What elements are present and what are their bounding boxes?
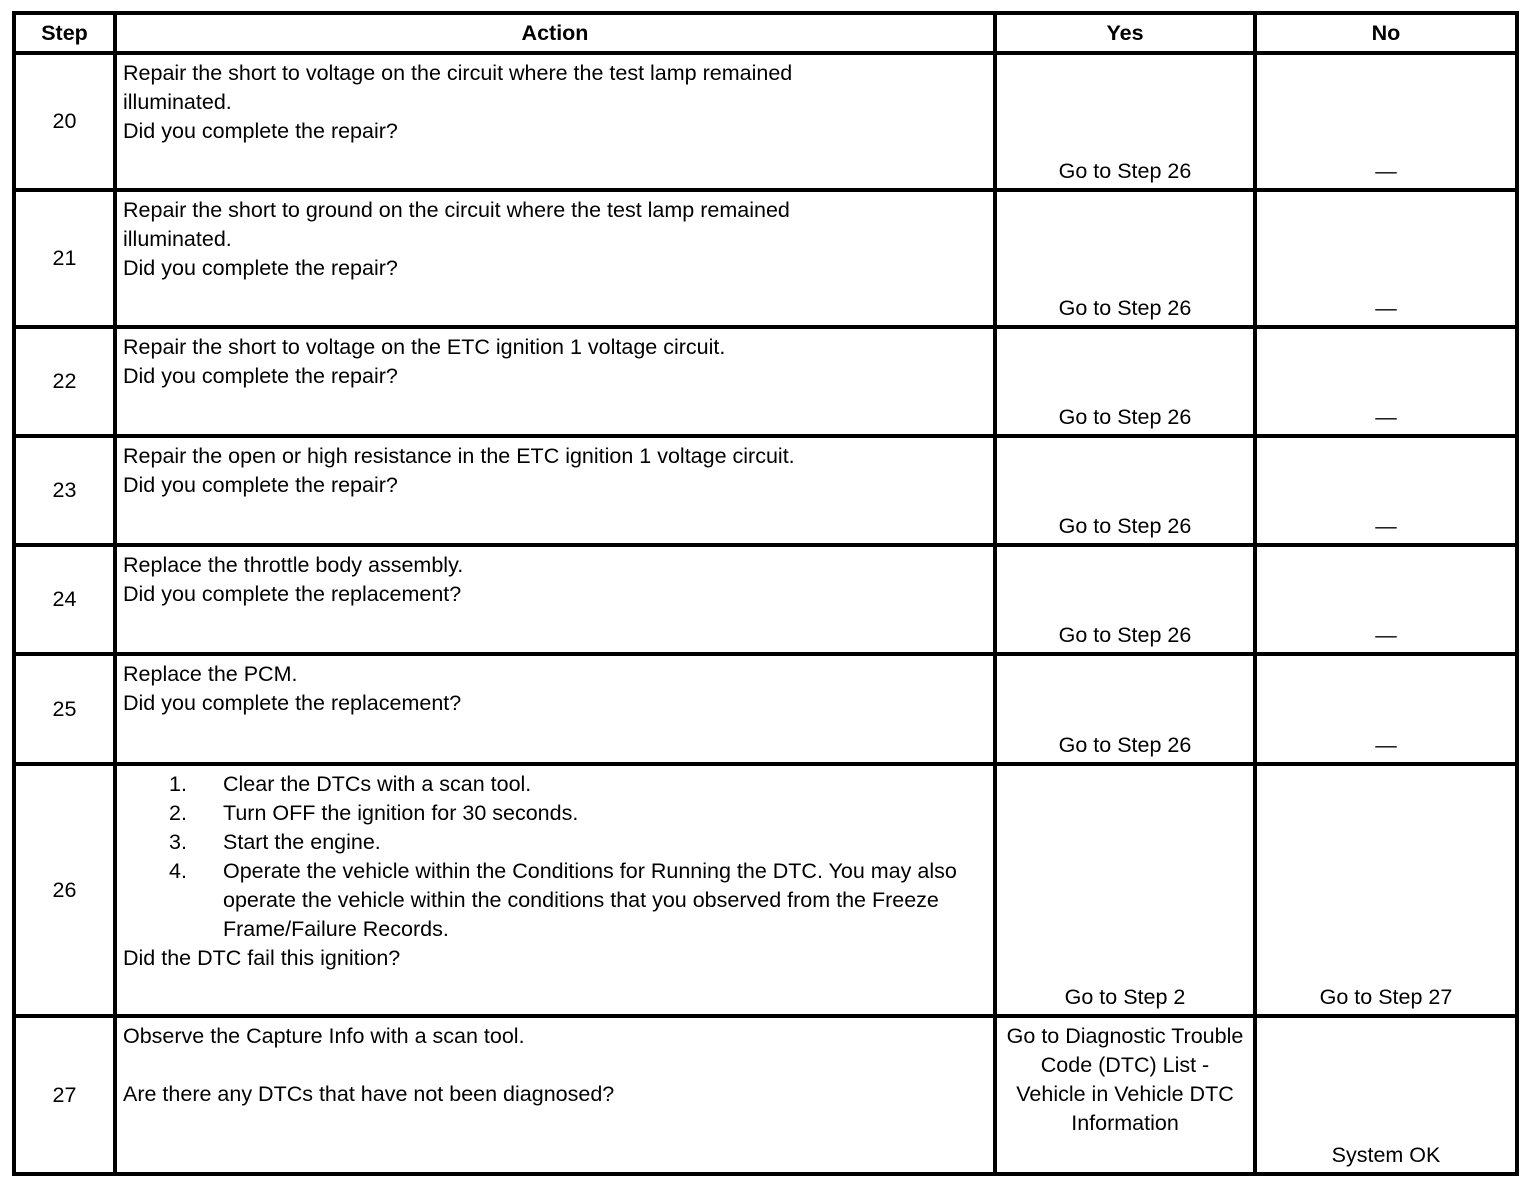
action-cell: [115, 654, 995, 764]
action-text: Repair the short to voltage on the ETC ignition 1 voltage circuit.: [123, 335, 726, 359]
yes-cell: Go to Step 26: [995, 53, 1255, 190]
action-text: Repair the open or high resistance in the ETC ignition 1 voltage circuit.: [123, 444, 795, 468]
action-question: Did you complete the repair?: [123, 364, 398, 388]
no-cell: Go to Step 27: [1255, 764, 1517, 1016]
list-text: Turn OFF the ignition for 30 seconds.: [223, 801, 579, 825]
step-number: 24: [14, 545, 115, 654]
action-question: Did the DTC fail this ignition?: [123, 946, 401, 970]
list-number: 4.: [169, 859, 187, 883]
action-cell: [115, 764, 995, 1016]
yes-cell: Go to Step 26: [995, 436, 1255, 545]
action-cell: [115, 327, 995, 436]
step-number: 25: [14, 654, 115, 764]
table-row: [14, 1016, 1517, 1174]
step-number: 20: [14, 53, 115, 190]
table-row: [14, 764, 1517, 1016]
action-cell: [115, 53, 995, 190]
header-yes: Yes: [995, 13, 1255, 53]
action-cell: [115, 545, 995, 654]
table-row: [14, 436, 1517, 545]
list-number: 3.: [169, 830, 187, 854]
step-number: 21: [14, 190, 115, 327]
list-number: 1.: [169, 772, 187, 796]
no-cell: —: [1255, 53, 1517, 190]
action-question: Did you complete the repair?: [123, 119, 398, 143]
table-row: [14, 545, 1517, 654]
header-row: [14, 13, 1517, 53]
no-cell: —: [1255, 190, 1517, 327]
dtc-list-link-text: Go to Diagnostic Trouble Code (DTC) List - Vehicle in Vehicle DTC Information: [1006, 1024, 1244, 1135]
table-row: [14, 53, 1517, 190]
no-cell: System OK: [1255, 1016, 1517, 1174]
header-no: No: [1255, 13, 1517, 53]
list-number: 2.: [169, 801, 187, 825]
action-question: Did you complete the replacement?: [123, 582, 462, 606]
step-number: 23: [14, 436, 115, 545]
action-question: Did you complete the repair?: [123, 473, 398, 497]
list-item: [123, 770, 987, 799]
no-cell: —: [1255, 436, 1517, 545]
action-question: Are there any DTCs that have not been diagnosed?: [123, 1082, 615, 1106]
diagnostic-steps-table: [12, 11, 1519, 1176]
action-question: Did you complete the repair?: [123, 256, 398, 280]
action-text: Repair the short to voltage on the circuit where the test lamp remained illuminated.: [123, 61, 793, 114]
yes-cell: [995, 1016, 1255, 1174]
action-text: Repair the short to ground on the circuit where the test lamp remained illuminated.: [123, 198, 790, 251]
no-cell: —: [1255, 327, 1517, 436]
action-cell: [115, 436, 995, 545]
step-number: 27: [14, 1016, 115, 1174]
list-item: [123, 828, 987, 857]
yes-cell: Go to Step 26: [995, 545, 1255, 654]
header-step: Step: [14, 13, 115, 53]
yes-cell: Go to Step 26: [995, 654, 1255, 764]
list-item: [123, 857, 987, 944]
list-text: Operate the vehicle within the Conditions for Running the DTC. You may also operate the vehicle within the conditions that you observed from the Freeze Frame/Failure Records.: [223, 859, 957, 941]
yes-cell: Go to Step 26: [995, 190, 1255, 327]
yes-cell: Go to Step 26: [995, 327, 1255, 436]
header-action: Action: [115, 13, 995, 53]
yes-cell: Go to Step 2: [995, 764, 1255, 1016]
table-row: [14, 654, 1517, 764]
list-text: Clear the DTCs with a scan tool.: [223, 772, 532, 796]
table-row: [14, 327, 1517, 436]
step-number: 22: [14, 327, 115, 436]
no-cell: —: [1255, 654, 1517, 764]
action-question: Did you complete the replacement?: [123, 691, 462, 715]
list-item: [123, 799, 987, 828]
table-row: [14, 190, 1517, 327]
step-number: 26: [14, 764, 115, 1016]
action-cell: [115, 190, 995, 327]
no-cell: —: [1255, 545, 1517, 654]
action-steps-list: [123, 770, 987, 944]
action-cell: [115, 1016, 995, 1174]
action-text: Replace the throttle body assembly.: [123, 553, 464, 577]
list-text: Start the engine.: [223, 830, 381, 854]
action-text: Observe the Capture Info with a scan tool.: [123, 1024, 525, 1048]
action-text: Replace the PCM.: [123, 662, 298, 686]
